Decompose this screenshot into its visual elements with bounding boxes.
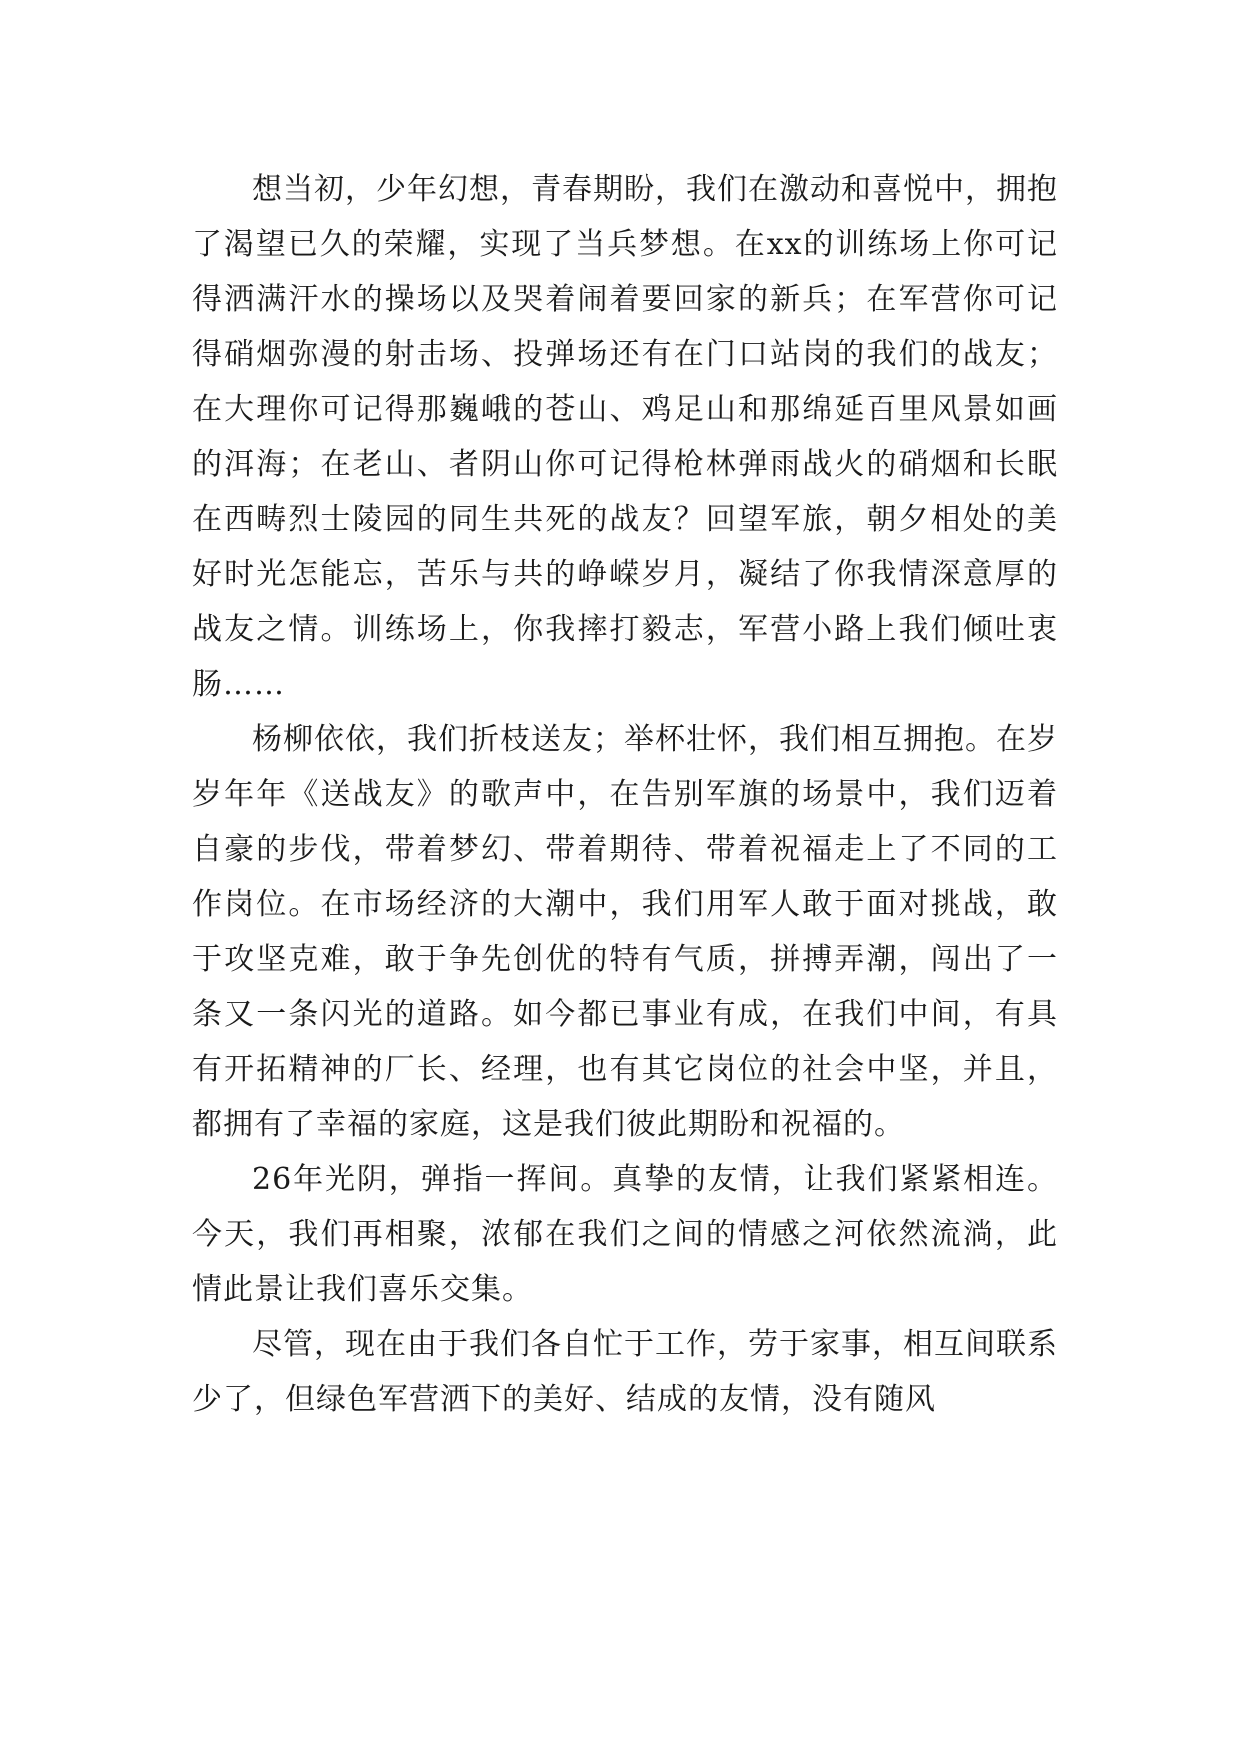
paragraph-3: 26年光阴，弹指一挥间。真挚的友情，让我们紧紧相连。今天，我们再相聚，浓郁在我们之间的情感之河依然流淌，此情此景让我们喜乐交集。 [192,1162,1058,1307]
paragraph-2: 杨柳依依，我们折枝送友；举杯壮怀，我们相互拥抱。在岁岁年年《送战友》的歌声中，在告别军旗的场景中，我们迈着自豪的步伐，带着梦幻、带着期待、带着祝福走上了不同的工作岗位。在市场经济的大潮中，我们用军人敢于面对挑战，敢于攻坚克难，敢于争先创优的特有气质，拼搏弄潮，闯出了一条又一条闪光的道路。如今都已事业有成，在我们中间，有具有开拓精神的厂长、经理，也有其它岗位的社会中坚，并且，都拥有了幸福的家庭，这是我们彼此期盼和祝福的。 [192,722,1058,1142]
body-text [192,162,1058,1427]
paragraph-4: 尽管，现在由于我们各自忙于工作，劳于家事，相互间联系少了，但绿色军营洒下的美好、结成的友情，没有随风 [192,1327,1058,1417]
paragraph-1: 想当初，少年幻想，青春期盼，我们在激动和喜悦中，拥抱了渴望已久的荣耀，实现了当兵梦想。在xx的训练场上你可记得洒满汗水的操场以及哭着闹着要回家的新兵；在军营你可记得硝烟弥漫的射击场、投弹场还有在门口站岗的我们的战友；在大理你可记得那巍峨的苍山、鸡足山和那绵延百里风景如画的洱海；在老山、者阴山你可记得枪林弹雨战火的硝烟和长眠在西畴烈士陵园的同生共死的战友？回望军旅，朝夕相处的美好时光怎能忘，苦乐与共的峥嵘岁月，凝结了你我情深意厚的战友之情。训练场上，你我摔打毅志，军营小路上我们倾吐衷肠…… [192,172,1058,702]
